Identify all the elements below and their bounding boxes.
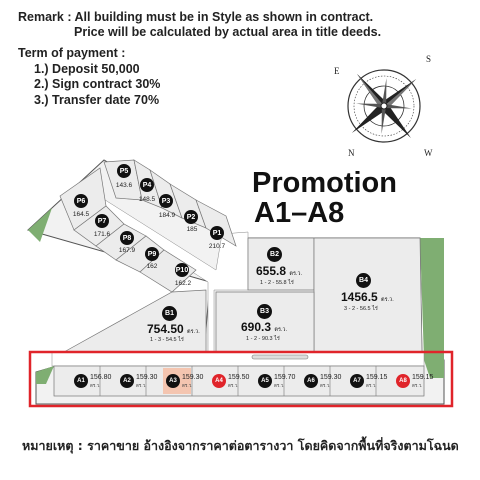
unit-a7-area: 159.15 [366, 374, 388, 381]
plot-b2-badge: B2 [267, 247, 282, 262]
plot-p3-area: 184.9 [158, 212, 176, 219]
unit-a5-unit: ตร.ว. [274, 383, 285, 388]
unit-a6-unit: ตร.ว. [320, 383, 331, 388]
plot-b3-area: 690.3 ตร.ว. [241, 320, 288, 334]
plot-p10-badge: P10 [175, 263, 189, 277]
unit-a2-area: 159.30 [136, 374, 158, 381]
payment-term-item: 2.) Sign contract 30% [34, 77, 161, 91]
plot-p5-area: 143.6 [115, 182, 133, 189]
plot-b2-rai: 1 - 2 - 55.8 ไร่ [260, 280, 294, 286]
promotion-range: A1–A8 [254, 197, 345, 229]
unit-a8-badge: A8 [396, 374, 410, 388]
compass-label-e: E [334, 66, 340, 76]
promotion-title: Promotion [252, 167, 397, 199]
plot-b1-rai: 1 - 3 - 54.5 ไร่ [150, 337, 184, 343]
plot-p1-area: 210.7 [208, 243, 226, 250]
compass-label-w: W [424, 148, 433, 158]
unit-a6-badge: A6 [304, 374, 318, 388]
remark-line-2: Price will be calculated by actual area in title deeds. [74, 25, 382, 39]
payment-terms-title: Term of payment : [18, 46, 126, 60]
road-median [252, 355, 308, 359]
plot-b3-rai: 1 - 2 - 90.3 ไร่ [246, 336, 280, 342]
plot-p1-badge: P1 [210, 226, 224, 240]
promo-units-row [54, 366, 424, 396]
plot-b1-area: 754.50 ตร.ว. [147, 322, 200, 336]
unit-a5-badge: A5 [258, 374, 272, 388]
unit-a2-badge: A2 [120, 374, 134, 388]
plot-b4-area: 1456.5 ตร.ว. [341, 290, 394, 304]
plot-b3-badge: B3 [257, 304, 272, 319]
promotion-heading [252, 168, 397, 228]
unit-a3-area: 159.30 [182, 374, 204, 381]
plot-p2-badge: P2 [184, 210, 198, 224]
payment-term-item: 3.) Transfer date 70% [34, 92, 160, 107]
unit-a4-unit: ตร.ว. [228, 383, 239, 388]
plot-p10-area: 162.2 [174, 280, 192, 287]
plot-p3-badge: P3 [159, 194, 173, 208]
unit-a7-badge: A7 [350, 374, 364, 388]
plot-p6-area: 164.5 [72, 211, 90, 218]
remark-line-1: Remark : All building must be in Style as shown in contract. [18, 10, 374, 24]
green-space [420, 238, 444, 360]
plot-p4-badge: P4 [140, 178, 154, 192]
unit-a2-unit: ตร.ว. [136, 383, 147, 388]
unit-a7-unit: ตร.ว. [366, 383, 377, 388]
plot-p7-badge: P7 [95, 214, 109, 228]
plot-p4-area: 148.5 [138, 196, 156, 203]
plot-b1-badge: B1 [162, 306, 177, 321]
plot-p8-badge: P8 [120, 231, 134, 245]
unit-a1-badge: A1 [74, 374, 88, 388]
main-road [52, 352, 424, 366]
plot-p6-badge: P6 [74, 194, 88, 208]
plot-b2-area: 655.8 ตร.ว. [256, 264, 303, 278]
compass-label-n: N [348, 148, 355, 158]
footer-note: หมายเหตุ : ราคาขาย อ้างอิงจากราคาต่อตารางวา โดยคิดจากพื้นที่จริงตามโฉนด [22, 438, 459, 453]
plot-p5-badge: P5 [117, 164, 131, 178]
plot-p2-area: 185 [186, 226, 198, 233]
plot-b4-rai: 3 - 2 - 56.5 ไร่ [344, 306, 378, 312]
compass-label-s: S [426, 54, 432, 64]
unit-a6-area: 159.30 [320, 374, 342, 381]
unit-a5-area: 159.70 [274, 374, 296, 381]
plot-p9-badge: P9 [145, 247, 159, 261]
unit-a3-badge: A3 [166, 374, 180, 388]
plot-p9-area: 162 [146, 263, 158, 270]
unit-a4-area: 159.50 [228, 374, 250, 381]
plot-b1[interactable] [64, 290, 206, 352]
plot-p7-area: 171.6 [93, 231, 111, 238]
unit-a3-unit: ตร.ว. [182, 383, 193, 388]
unit-a1-unit: ตร.ว. [90, 383, 101, 388]
unit-a4-badge: A4 [212, 374, 226, 388]
plot-b4-badge: B4 [356, 273, 371, 288]
unit-a8-area: 159.15 [412, 374, 434, 381]
payment-term-item: 1.) Deposit 50,000 [34, 61, 140, 76]
unit-a1-area: 156.80 [90, 374, 112, 381]
plot-p8-area: 167.9 [118, 247, 136, 254]
unit-a8-unit: ตร.ว. [412, 383, 423, 388]
